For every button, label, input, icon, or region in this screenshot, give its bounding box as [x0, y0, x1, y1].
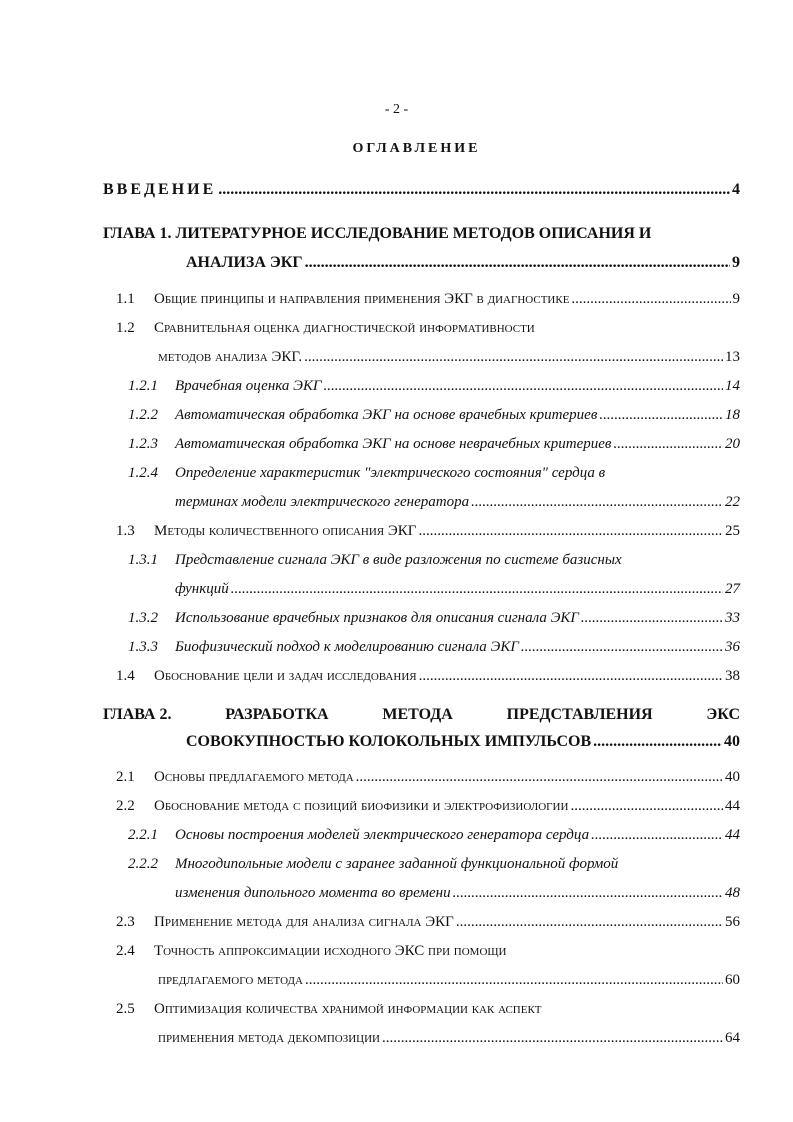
dot-leader [304, 349, 723, 366]
entry-title: СОВОКУПНОСТЬЮ КОЛОКОЛЬНЫХ ИМПУЛЬСОВ [186, 733, 592, 750]
toc-entry-1-3-1-line1[interactable]: Представление сигнала ЭКГ в виде разложения по системе базисных [175, 552, 622, 568]
dot-leader [218, 181, 730, 199]
dot-leader [323, 378, 723, 395]
entry-page: 60 [725, 972, 740, 988]
section-number: 2.2.2 [128, 856, 158, 872]
toc-entry-1-3-2[interactable] [175, 610, 740, 627]
section-number: 1.4 [116, 668, 135, 684]
section-number: 1.2.2 [128, 407, 158, 423]
chapter2-word: ПРЕДСТАВЛЕНИЯ [506, 706, 653, 723]
section-number: 1.3.2 [128, 610, 158, 626]
dot-leader [453, 885, 723, 902]
entry-page: 9 [732, 291, 740, 307]
entry-page: 33 [725, 610, 740, 626]
section-number: 2.1 [116, 769, 135, 785]
entry-title: применения метода декомпозиции [158, 1030, 380, 1046]
entry-page: 13 [725, 349, 740, 365]
toc-entry-2-5-line1[interactable]: Оптимизация количества хранимой информации как аспект [154, 1001, 542, 1017]
entry-title: ВВЕДЕНИЕ [103, 181, 217, 198]
toc-entry-2-4-line1[interactable]: Точность аппроксимации исходного ЭКС при помощи [154, 943, 507, 959]
dot-leader [591, 827, 723, 844]
entry-page: 40 [725, 769, 740, 785]
chapter2-word: РАЗРАБОТКА [225, 706, 329, 723]
toc-title: ОГЛАВЛЕНИЕ [352, 141, 481, 156]
dot-leader [305, 254, 730, 272]
entry-title: методов анализа ЭКГ. [158, 349, 303, 365]
entry-page: 64 [725, 1030, 740, 1046]
toc-entry-2-2-1[interactable] [175, 827, 740, 844]
toc-entry-intro[interactable] [103, 181, 740, 199]
entry-page: 25 [725, 523, 740, 539]
entry-page: 38 [725, 668, 740, 684]
entry-page: 20 [725, 436, 740, 452]
entry-page: 22 [725, 494, 740, 510]
toc-entry-1-2[interactable] [158, 349, 740, 366]
entry-title: АНАЛИЗА ЭКГ [186, 254, 303, 271]
dot-leader [418, 523, 723, 540]
dot-leader [521, 639, 723, 656]
toc-entry-chapter2[interactable] [186, 733, 740, 751]
toc-entry-2-3[interactable] [154, 914, 740, 931]
chapter2-word: МЕТОДА [382, 706, 453, 723]
chapter2-word: ГЛАВА 2. [103, 706, 172, 723]
entry-page: 27 [725, 581, 740, 597]
toc-entry-2-2-2[interactable] [175, 885, 740, 902]
entry-title: Общие принципы и направления применения ЭКГ в диагностике [154, 291, 570, 307]
toc-entry-1-2-2[interactable] [175, 407, 740, 424]
entry-title: изменения дипольного момента во времени [175, 885, 451, 901]
section-number: 2.4 [116, 943, 135, 959]
dot-leader [471, 494, 723, 511]
entry-page: 44 [725, 827, 740, 843]
toc-entry-1-2-4[interactable] [175, 494, 740, 511]
toc-entry-1-2-line1[interactable]: Сравнительная оценка диагностической информативности [154, 320, 535, 336]
section-number: 2.2.1 [128, 827, 158, 843]
section-number: 1.2.1 [128, 378, 158, 394]
toc-entry-1-4[interactable] [154, 668, 740, 685]
section-number: 1.1 [116, 291, 135, 307]
dot-leader [581, 610, 723, 627]
section-number: 1.3 [116, 523, 135, 539]
dot-leader [382, 1030, 723, 1047]
toc-entry-1-2-3[interactable] [175, 436, 740, 453]
toc-entry-chapter1-line1[interactable]: ГЛАВА 1. ЛИТЕРАТУРНОЕ ИССЛЕДОВАНИЕ МЕТОДОВ ОПИСАНИЯ И [103, 225, 652, 242]
entry-title: Автоматическая обработка ЭКГ на основе врачебных критериев [175, 407, 598, 423]
entry-page: 36 [725, 639, 740, 655]
dot-leader [571, 291, 730, 308]
section-number: 2.2 [116, 798, 135, 814]
entry-title: Использование врачебных признаков для описания сигнала ЭКГ [175, 610, 579, 626]
section-number: 1.2 [116, 320, 135, 336]
toc-entry-1-3-1[interactable] [175, 581, 740, 598]
entry-page: 4 [732, 181, 740, 198]
toc-entry-1-3-3[interactable] [175, 639, 740, 656]
entry-title: Обоснование метода с позиций биофизики и электрофизиологии [154, 798, 569, 814]
dot-leader [570, 798, 723, 815]
entry-page: 44 [725, 798, 740, 814]
toc-entry-chapter1[interactable] [186, 254, 740, 272]
entry-title: Применение метода для анализа сигнала ЭКГ [154, 914, 454, 930]
entry-page: 18 [725, 407, 740, 423]
dot-leader [231, 581, 723, 598]
toc-entry-chapter2-line1[interactable] [103, 706, 740, 724]
toc-entry-2-2-2-line1[interactable]: Многодипольные модели с заранее заданной функциональной формой [175, 856, 619, 872]
entry-title: терминах модели электрического генератора [175, 494, 470, 510]
dot-leader [613, 436, 723, 453]
section-number: 2.3 [116, 914, 135, 930]
entry-title: функций [175, 581, 229, 597]
entry-page: 40 [724, 733, 740, 750]
entry-title: Основы построения моделей электрического генератора сердца [175, 827, 590, 843]
entry-page: 48 [725, 885, 740, 901]
entry-title: предлагаемого метода [158, 972, 303, 988]
toc-entry-2-4[interactable] [158, 972, 740, 989]
section-number: 2.5 [116, 1001, 135, 1017]
section-number: 1.3.3 [128, 639, 158, 655]
toc-entry-1-3[interactable] [154, 523, 740, 540]
dot-leader [593, 733, 722, 751]
page-number: - 2 - [384, 102, 409, 117]
entry-page: 56 [725, 914, 740, 930]
toc-entry-2-1[interactable] [154, 769, 740, 786]
dot-leader [356, 769, 723, 786]
entry-title: Врачебная оценка ЭКГ [175, 378, 322, 394]
entry-title: Автоматическая обработка ЭКГ на основе неврачебных критериев [175, 436, 612, 452]
entry-title: Методы количественного описания ЭКГ [154, 523, 417, 539]
toc-entry-2-2[interactable] [154, 798, 740, 815]
dot-leader [599, 407, 723, 424]
section-number: 1.2.4 [128, 465, 158, 481]
entry-title: Биофизический подход к моделированию сигнала ЭКГ [175, 639, 519, 655]
entry-page: 14 [725, 378, 740, 394]
dot-leader [419, 668, 723, 685]
dot-leader [305, 972, 723, 989]
toc-entry-1-1[interactable] [154, 291, 740, 308]
toc-entry-1-2-1[interactable] [175, 378, 740, 395]
dot-leader [456, 914, 723, 931]
section-number: 1.2.3 [128, 436, 158, 452]
chapter2-word: ЭКС [706, 706, 740, 723]
entry-title: Обоснование цели и задач исследования [154, 668, 417, 684]
section-number: 1.3.1 [128, 552, 158, 568]
toc-entry-1-2-4-line1[interactable]: Определение характеристик "электрического состояния" сердца в [175, 465, 606, 481]
entry-title: Основы предлагаемого метода [154, 769, 354, 785]
toc-entry-2-5[interactable] [158, 1030, 740, 1047]
entry-page: 9 [732, 254, 740, 271]
